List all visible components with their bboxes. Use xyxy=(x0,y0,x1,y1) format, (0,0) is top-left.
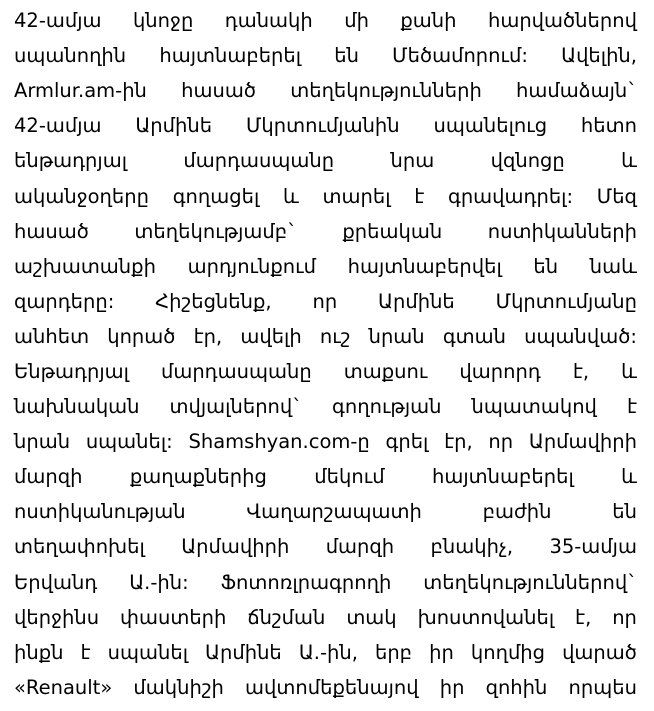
text-line xyxy=(14,178,637,213)
text-line xyxy=(14,565,637,600)
text-line xyxy=(14,354,637,389)
word: հայտնաբերվել xyxy=(347,254,502,278)
word: մի xyxy=(344,9,369,33)
word: սպանողին xyxy=(14,44,127,68)
word: ուշ xyxy=(319,324,351,348)
word: է xyxy=(626,395,637,419)
word: 42-ամյա xyxy=(14,114,102,138)
word: Մեզ xyxy=(596,184,637,208)
word: իր xyxy=(429,640,454,664)
word: որպես xyxy=(568,675,637,699)
text-line xyxy=(14,459,637,494)
word: նախնական xyxy=(14,395,140,419)
word: զարդերը: xyxy=(14,289,115,313)
word: նաև xyxy=(589,254,637,278)
word: սպանել: xyxy=(85,430,173,454)
word: Մկրտումյանին xyxy=(245,114,400,138)
word: Արմինե xyxy=(378,289,455,313)
word: փաստերի xyxy=(120,605,227,629)
word: որ xyxy=(488,430,514,454)
text-line xyxy=(14,108,637,143)
word: ինքն xyxy=(14,640,64,664)
word: բաժին xyxy=(482,500,552,524)
word: Ֆոտոռլրագրողի xyxy=(220,570,392,594)
word: մարդասպանը xyxy=(183,149,335,173)
word: ոստիկանության xyxy=(14,500,186,524)
word: վարած xyxy=(562,640,637,664)
word: վարորդ xyxy=(459,359,541,383)
word: Ա.-ին: xyxy=(129,570,189,594)
word: որ xyxy=(312,289,338,313)
word: Արմինե xyxy=(135,114,213,138)
word: տեղեկությունների xyxy=(290,79,482,103)
word: մակնիշի xyxy=(133,675,224,699)
text-line xyxy=(14,635,637,670)
word: կորած xyxy=(107,324,176,348)
word: սպանելուց xyxy=(433,114,548,138)
text-line xyxy=(14,600,637,635)
word: հասած xyxy=(14,219,89,243)
word: նրան xyxy=(368,324,425,348)
word: հետո xyxy=(580,114,637,138)
word: բնակիչ, xyxy=(430,535,514,559)
word: Մեծամորում: xyxy=(392,44,528,68)
word: անհետ xyxy=(14,324,90,348)
word: 35-ամյա xyxy=(549,535,637,559)
word: ավելի xyxy=(240,324,302,348)
word: տակ xyxy=(346,605,397,629)
word: Shamshyan.com-ը xyxy=(188,430,370,454)
word: և xyxy=(621,359,637,383)
text-line xyxy=(14,73,637,108)
word: և xyxy=(621,465,637,489)
word: «Renault» xyxy=(14,675,113,699)
word: քանի xyxy=(400,9,457,33)
word: կնոջը xyxy=(132,9,194,33)
text-line xyxy=(14,38,637,73)
text-line xyxy=(14,3,637,38)
word: է xyxy=(80,640,91,664)
word: Հիշեցնենք, xyxy=(155,289,272,313)
word: հայտնաբերել xyxy=(159,44,302,68)
word: են xyxy=(334,44,359,68)
word: գողացել xyxy=(172,184,260,208)
word: հասած xyxy=(181,79,256,103)
word: Արմավիրի xyxy=(528,430,637,454)
text-line xyxy=(14,529,637,564)
word: քաղաքներից xyxy=(129,465,267,489)
word: Արմինե xyxy=(205,640,282,664)
word: մարզի xyxy=(14,465,83,489)
article-body xyxy=(14,3,637,705)
text-line xyxy=(14,494,637,529)
word: մարդասպանը xyxy=(160,359,312,383)
word: տեղափոխել xyxy=(14,535,145,559)
word: Վաղարշապատի xyxy=(246,500,422,524)
word: է, xyxy=(575,605,592,629)
text-line xyxy=(14,319,637,354)
word: 42-ամյա xyxy=(14,9,102,33)
word: հայտնաբերել xyxy=(432,465,574,489)
word: Արմավիրի xyxy=(181,535,290,559)
word: դանակի xyxy=(224,9,313,33)
word: գողության xyxy=(332,395,442,419)
word: նրան xyxy=(14,430,71,454)
word: նրա xyxy=(390,149,435,173)
word: գրավադրել: xyxy=(448,184,574,208)
word: խոստովանել xyxy=(417,605,555,629)
word: Armlur.am-ին xyxy=(14,79,147,103)
word: մեկում xyxy=(314,465,385,489)
word: տաքսու xyxy=(343,359,428,383)
text-line xyxy=(14,424,637,459)
text-line xyxy=(14,214,637,249)
word: զոհին xyxy=(485,675,548,699)
word: Ավելին, xyxy=(561,44,637,68)
word: հարվածներով xyxy=(487,9,637,33)
word: էր, xyxy=(444,430,473,454)
word: արդյունքում xyxy=(187,254,316,278)
word: վերջինս xyxy=(14,605,100,629)
word: ճնշման xyxy=(247,605,326,629)
word: կողմից xyxy=(470,640,546,664)
word: մարզի xyxy=(325,535,395,559)
text-line xyxy=(14,249,637,284)
word: Երվանդ xyxy=(14,570,98,594)
word: էր, xyxy=(193,324,223,348)
word: ոստիկանների xyxy=(487,219,637,243)
word: որ xyxy=(612,605,637,629)
word: տարել xyxy=(322,184,391,208)
text-line xyxy=(14,284,637,319)
word: Մկրտումյանը xyxy=(495,289,637,313)
word: ականջօղերը xyxy=(14,184,149,208)
text-line xyxy=(14,389,637,424)
word: սպանել xyxy=(107,640,188,664)
word: սպանված: xyxy=(524,324,637,348)
word: նպատակով xyxy=(471,395,597,419)
word: իր xyxy=(439,675,465,699)
word: գտան xyxy=(442,324,506,348)
word: Ա.-ին, xyxy=(298,640,358,664)
word: երբ xyxy=(374,640,413,664)
word: Ենթադրյալ xyxy=(14,359,129,383)
word: ավտոմեքենայով xyxy=(245,675,419,699)
text-line xyxy=(14,143,637,178)
word: գրել xyxy=(385,430,429,454)
word: համաձայն` xyxy=(516,79,637,103)
word: աշխատանքի xyxy=(14,254,156,278)
word: քրեական xyxy=(342,219,443,243)
word: տեղեկությամբ` xyxy=(134,219,297,243)
text-line xyxy=(14,670,637,705)
word: վզնոցը xyxy=(490,149,565,173)
word: է, xyxy=(572,359,590,383)
word: ենթադրյալ xyxy=(14,149,127,173)
word: է xyxy=(414,184,425,208)
word: և xyxy=(282,184,299,208)
word: են xyxy=(533,254,559,278)
word: տեղեկություններով` xyxy=(423,570,637,594)
word: տվյալներով` xyxy=(169,395,303,419)
word: և xyxy=(621,149,637,173)
word: են xyxy=(612,500,637,524)
